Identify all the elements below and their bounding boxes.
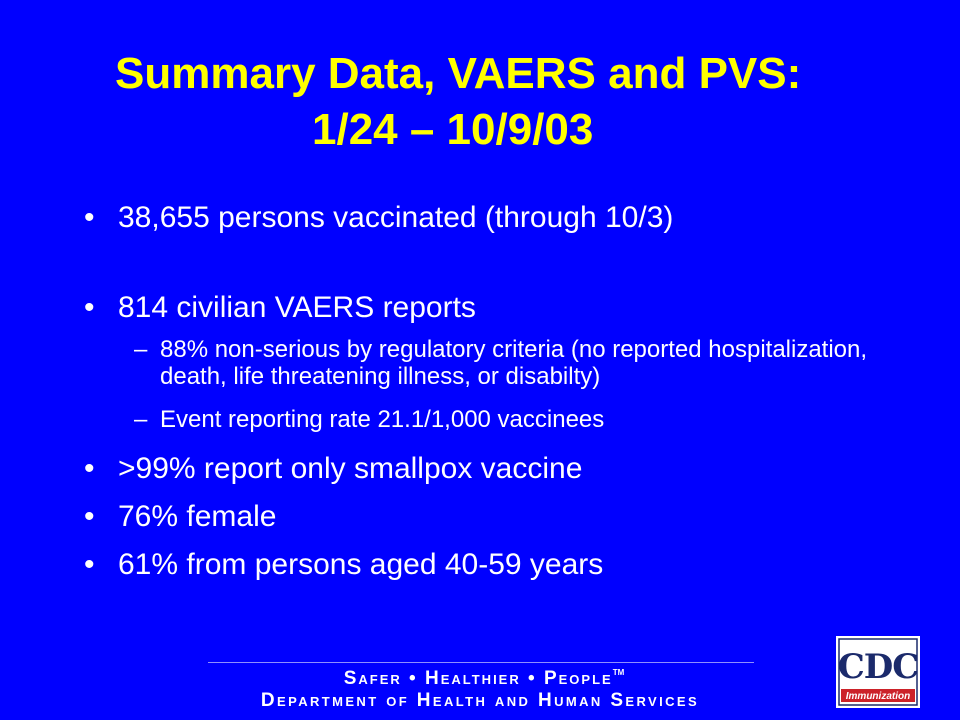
slide-title-line-2: 1/24 – 10/9/03 xyxy=(312,105,594,154)
logo-banner-text: Immunization xyxy=(845,691,911,702)
footer-tagline xyxy=(0,668,960,690)
sub-bullet-non-serious: – 88% non-serious by regulatory criteria (no reported hospitalization, death, life threatening illness, or disabilty) xyxy=(84,336,884,390)
footer-divider xyxy=(208,662,754,663)
cdc-immunization-logo-icon xyxy=(836,636,920,708)
bullet-list xyxy=(84,200,884,583)
sub-bullet-reporting-rate: – Event reporting rate 21.1/1,000 vaccinees xyxy=(84,406,884,433)
bullet-smallpox-only: • >99% report only smallpox vaccine xyxy=(84,451,884,487)
trademark-mark: TM xyxy=(612,668,625,677)
bullet-vaccinated: • 38,655 persons vaccinated (through 10/3) xyxy=(84,200,884,236)
footer-department: Department of Health and Human Services xyxy=(260,690,700,711)
slide-title xyxy=(0,46,960,158)
slide-title-line-1: Summary Data, VAERS and PVS: xyxy=(115,49,802,98)
logo-text: CDC xyxy=(837,647,919,687)
footer-tagline-text: Safer • Healthier • People xyxy=(343,668,613,689)
bullet-age: • 61% from persons aged 40-59 years xyxy=(84,547,884,583)
bullet-vaers-reports: • 814 civilian VAERS reports xyxy=(84,290,884,326)
bullet-female: • 76% female xyxy=(84,499,884,535)
